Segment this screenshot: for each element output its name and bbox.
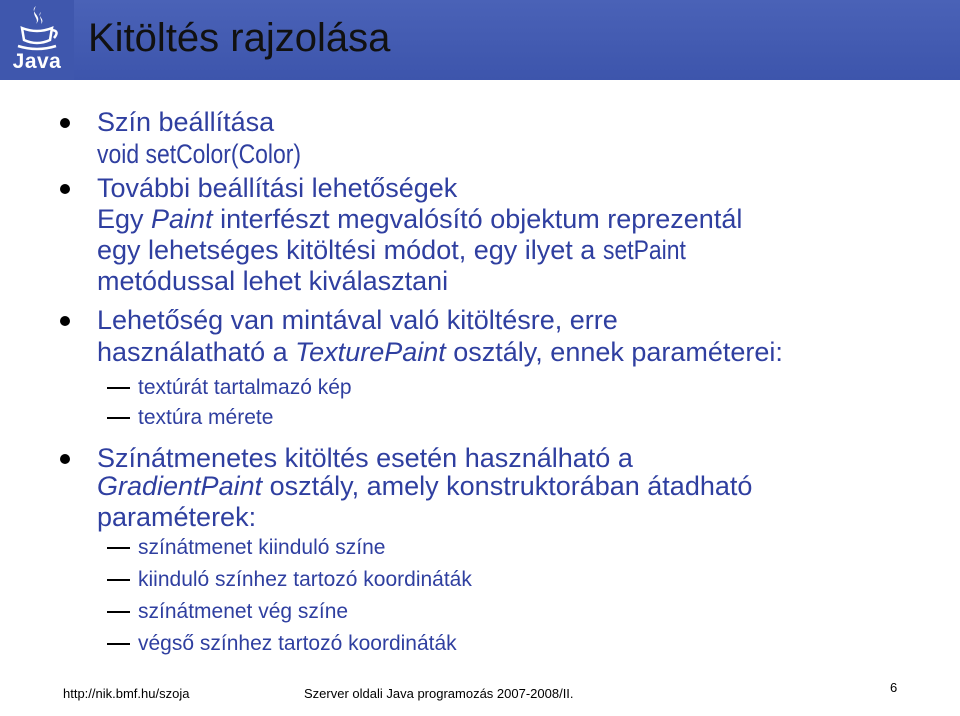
bullet-3-sub-1: textúrát tartalmazó kép: [138, 376, 352, 399]
bullet-4-sub-4: végső színhez tartozó koordináták: [138, 632, 457, 655]
sub-bullet-dash: [107, 643, 130, 645]
logo-label: Java: [12, 50, 62, 73]
bullet-1-code: void setColor(Color): [97, 139, 302, 169]
bullet-4-sub-1: színátmenet kiinduló színe: [138, 536, 386, 559]
setpaint-method-name: setPaint: [602, 235, 686, 265]
sub-bullet-dash: [107, 547, 130, 549]
footer-course-title: Szerver oldali Java programozás 2007-2008/II.: [304, 686, 574, 701]
sub-bullet-dash: [107, 417, 130, 419]
bullet-4-line-3: paraméterek:: [97, 502, 257, 532]
bullet-marker: [60, 316, 70, 326]
bullet-marker: [60, 454, 70, 464]
gradientpaint-class-name: GradientPaint: [97, 471, 263, 501]
bullet-marker: [60, 118, 70, 128]
bullet-4-sub-2: kiinduló színhez tartozó koordináták: [138, 568, 472, 591]
bullet-marker: [60, 184, 70, 194]
bullet-2-line-4: metódussal lehet kiválasztani: [97, 266, 449, 296]
bullet-4-line-2: GradientPaint osztály, amely konstruktorában átadható: [97, 471, 753, 501]
sub-bullet-dash: [107, 611, 130, 613]
bullet-2-line-2: Egy Paint interfészt megvalósító objektum reprezentál: [97, 204, 743, 234]
footer-url-link[interactable]: http://nik.bmf.hu/szoja: [63, 686, 190, 701]
sub-bullet-dash: [107, 387, 130, 389]
texturepaint-class-name: TexturePaint: [295, 337, 446, 367]
java-logo: [0, 0, 74, 80]
sub-bullet-dash: [107, 579, 130, 581]
slide-title: Kitöltés rajzolása: [88, 16, 391, 60]
bullet-3-sub-2: textúra mérete: [138, 406, 274, 429]
paint-interface-name: Paint: [151, 204, 213, 234]
bullet-2-line-3: egy lehetséges kitöltési módot, egy ilyet a setPaint: [97, 235, 686, 265]
bullet-3-line-2: használatható a TexturePaint osztály, ennek paraméterei:: [97, 337, 783, 367]
coffee-cup-icon: [14, 4, 60, 52]
bullet-1-heading: Szín beállítása: [97, 107, 275, 137]
bullet-3-heading: Lehetőség van mintával való kitöltésre, erre: [97, 305, 618, 335]
bullet-2-heading: További beállítási lehetőségek: [97, 173, 458, 203]
title-bar: [0, 0, 960, 80]
bullet-4-heading: Színátmenetes kitöltés esetén használható a: [97, 443, 633, 473]
bullet-4-sub-3: színátmenet vég színe: [138, 600, 349, 623]
page-number: 6: [890, 680, 898, 695]
